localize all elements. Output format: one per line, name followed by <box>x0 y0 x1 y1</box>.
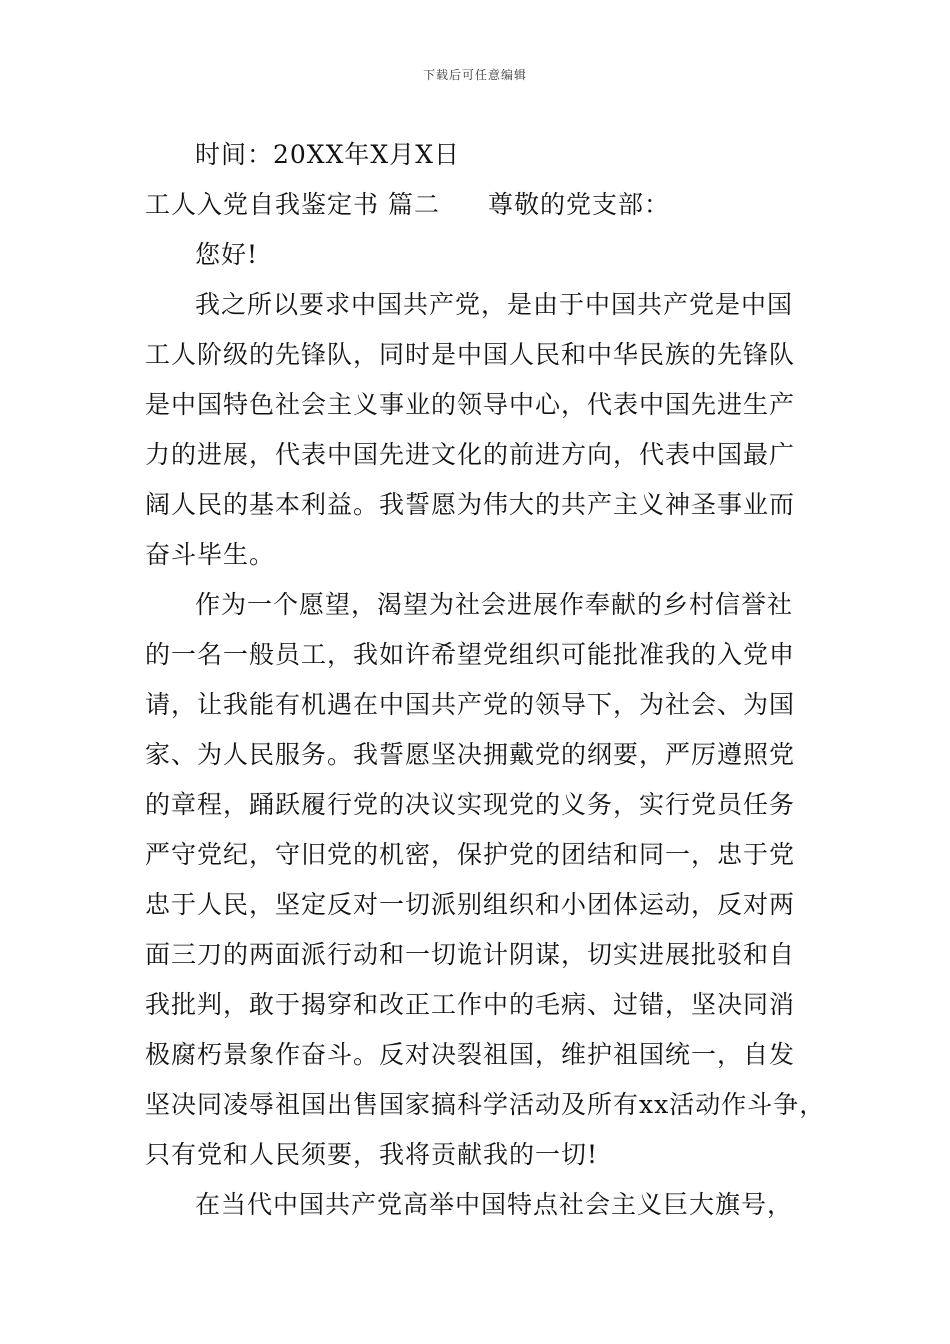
greeting: 您好! <box>195 240 259 269</box>
document-title: 工人入党自我鉴定书 篇二 <box>145 190 440 219</box>
paragraph-line: 工人阶级的先锋队，同时是中国人民和中华民族的先锋队 <box>145 340 796 369</box>
paragraph-line: 忠于人民，坚定反对一切派别组织和小团体运动，反对两 <box>145 890 796 919</box>
paragraph-line: 作为一个愿望，渴望为社会进展作奉献的乡村信誉社 <box>195 590 794 619</box>
paragraph-3 <box>145 1180 810 1230</box>
paragraph-line: 力的进展，代表中国先进文化的前进方向，代表中国最广 <box>145 440 796 469</box>
header-note: 下载后可任意编辑 <box>422 68 527 82</box>
paragraph-line: 坚决同凌辱祖国出售国家搞科学活动及所有xx活动作斗争， <box>145 1090 826 1119</box>
paragraph-line: 面三刀的两面派行动和一切诡计阴谋，切实进展批驳和自 <box>145 940 796 969</box>
date-line: 时间：20XX年X月X日 <box>195 140 461 169</box>
paragraph-line: 请，让我能有机遇在中国共产党的领导下，为社会、为国 <box>145 690 796 719</box>
paragraph-line: 奋斗毕生。 <box>145 540 276 569</box>
paragraph-1 <box>145 280 810 580</box>
paragraph-line: 的一名一般员工，我如许希望党组织可能批准我的入党申 <box>145 640 796 669</box>
salutation: 尊敬的党支部： <box>487 190 670 219</box>
paragraph-line: 是中国特色社会主义事业的领导中心，代表中国先进生产 <box>145 390 796 419</box>
paragraph-line: 阔人民的基本利益。我誓愿为伟大的共产主义神圣事业而 <box>145 490 796 519</box>
paragraph-line: 我之所以要求中国共产党，是由于中国共产党是中国 <box>195 290 794 319</box>
paragraph-line: 只有党和人民须要，我将贡献我的一切! <box>145 1140 599 1169</box>
paragraph-line: 家、为人民服务。我誓愿坚决拥戴党的纲要，严厉遵照党 <box>145 740 796 769</box>
paragraph-line: 我批判，敢于揭穿和改正工作中的毛病、过错，坚决同消 <box>145 990 796 1019</box>
title-line <box>145 180 810 230</box>
paragraph-line: 在当代中国共产党高举中国特点社会主义巨大旗号， <box>195 1190 794 1219</box>
paragraph-line: 的章程，踊跃履行党的决议实现党的义务，实行党员任务 <box>145 790 796 819</box>
document-body <box>145 130 826 1230</box>
paragraph-line: 严守党纪，守旧党的机密，保护党的团结和同一，忠于党 <box>145 840 796 869</box>
paragraph-2 <box>145 580 826 1180</box>
paragraph-line: 极腐朽景象作奋斗。反对决裂祖国，维护祖国统一，自发 <box>145 1040 796 1069</box>
